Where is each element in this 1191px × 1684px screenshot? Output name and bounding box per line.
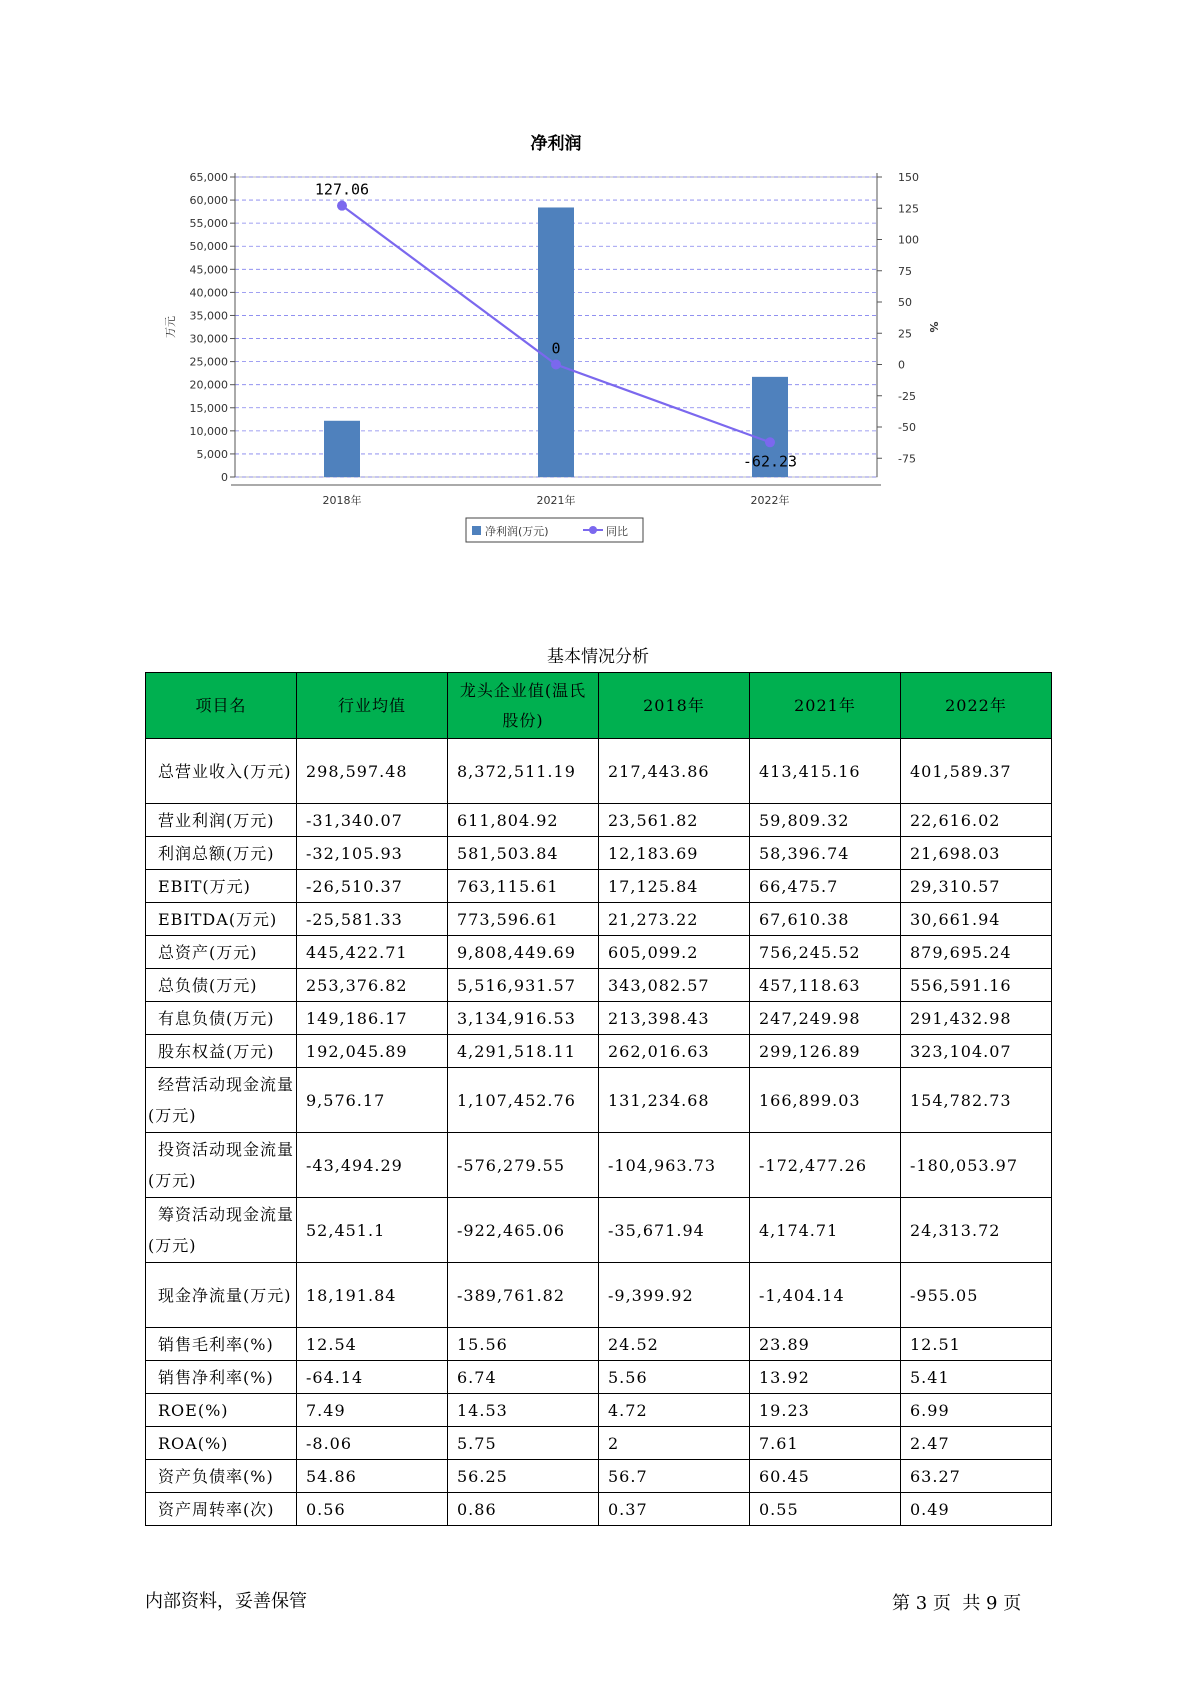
table-cell: 2.47 [901,1427,1052,1460]
table-cell: 213,398.43 [599,1002,750,1035]
table-row [146,1493,1052,1526]
table-cell: 18,191.84 [297,1263,448,1328]
col-header-leader-value: 龙头企业值(温氏股份) [448,673,599,739]
legend-label-net-profit: 净利润(万元) [485,525,549,538]
row-item-name: 资产负债率(%) [146,1460,297,1493]
table-cell: 7.61 [750,1427,901,1460]
table-cell: 253,376.82 [297,969,448,1002]
row-item-name: 资产周转率(次) [146,1493,297,1526]
table-cell: 773,596.61 [448,903,599,936]
table-row [146,1068,1052,1133]
row-item-name: 营业利润(万元) [146,804,297,837]
y-tick-label: 55,000 [189,217,228,231]
net-profit-chart [160,130,1060,600]
footer-confidential-note: 内部资料，妥善保管 [145,1591,307,1612]
table-cell: 5,516,931.57 [448,969,599,1002]
table-cell: 1,107,452.76 [448,1068,599,1133]
table-cell: -9,399.92 [599,1263,750,1328]
y2-tick-label: 25 [898,327,912,341]
table-row [146,1002,1052,1035]
table-row [146,837,1052,870]
table-cell: 879,695.24 [901,936,1052,969]
table-cell: 30,661.94 [901,903,1052,936]
table-cell: -32,105.93 [297,837,448,870]
legend-swatch-bar [472,526,481,535]
table-row [146,969,1052,1002]
table-cell: -172,477.26 [750,1133,901,1198]
table-row [146,1198,1052,1263]
table-cell: -104,963.73 [599,1133,750,1198]
table-row [146,936,1052,969]
y-tick-label: 30,000 [189,332,228,346]
legend-swatch-point [589,526,597,534]
table-cell: 12,183.69 [599,837,750,870]
table-cell: 60.45 [750,1460,901,1493]
row-item-name: 股东权益(万元) [146,1035,297,1068]
table-cell: 6.74 [448,1361,599,1394]
table-cell: -43,494.29 [297,1133,448,1198]
table-cell: -576,279.55 [448,1133,599,1198]
y2-tick-label: 0 [898,358,905,372]
table-cell: 413,415.16 [750,739,901,804]
table-cell: 445,422.71 [297,936,448,969]
chart-title: 净利润 [530,134,582,154]
table-cell: 12.51 [901,1328,1052,1361]
table-cell: 343,082.57 [599,969,750,1002]
table-header-row [146,673,1052,739]
y2-tick-label: -25 [898,389,916,403]
table-cell: 262,016.63 [599,1035,750,1068]
row-item-name: 销售净利率(%) [146,1361,297,1394]
table-cell: 23,561.82 [599,804,750,837]
row-item-name: 投资活动现金流量(万元) [146,1133,297,1198]
y-tick-label: 20,000 [189,378,228,392]
y2-axis-label: % [927,321,940,333]
table-cell: 52,451.1 [297,1198,448,1263]
table-cell: -922,465.06 [448,1198,599,1263]
row-item-name: 利润总额(万元) [146,837,297,870]
row-item-name: 总负债(万元) [146,969,297,1002]
yoy-point [337,201,347,211]
table-cell: 21,273.22 [599,903,750,936]
y-tick-label: 65,000 [189,171,228,184]
bar [324,421,360,477]
y-tick-label: 25,000 [189,355,228,369]
x-tick-label: 2022年 [750,494,790,507]
table-cell: 457,118.63 [750,969,901,1002]
table-row [146,1361,1052,1394]
table-cell: -25,581.33 [297,903,448,936]
table-cell: 2 [599,1427,750,1460]
table-cell: 23.89 [750,1328,901,1361]
table-cell: 24.52 [599,1328,750,1361]
table-row [146,1460,1052,1493]
table-cell: 323,104.07 [901,1035,1052,1068]
table-cell: 291,432.98 [901,1002,1052,1035]
table-cell: 5.41 [901,1361,1052,1394]
y2-tick-label: 125 [898,202,919,216]
table-cell: 149,186.17 [297,1002,448,1035]
table-cell: 5.75 [448,1427,599,1460]
col-header-2021: 2021年 [750,673,901,739]
table-cell: 63.27 [901,1460,1052,1493]
x-tick-label: 2018年 [322,494,362,507]
x-tick-label: 2021年 [536,494,576,507]
row-item-name: ROA(%) [146,1427,297,1460]
table-cell: 4.72 [599,1394,750,1427]
table-cell: 7.49 [297,1394,448,1427]
table-cell: 8,372,511.19 [448,739,599,804]
table-cell: -31,340.07 [297,804,448,837]
table-cell: 59,809.32 [750,804,901,837]
y-tick-label: 35,000 [189,309,228,323]
table-cell: 4,174.71 [750,1198,901,1263]
table-cell: 298,597.48 [297,739,448,804]
table-cell: -64.14 [297,1361,448,1394]
table-row [146,1035,1052,1068]
table-cell: -35,671.94 [599,1198,750,1263]
row-item-name: EBIT(万元) [146,870,297,903]
table-row [146,739,1052,804]
chart-svg [160,130,1060,600]
table-cell: 13.92 [750,1361,901,1394]
row-item-name: EBITDA(万元) [146,903,297,936]
y2-tick-label: -75 [898,452,916,466]
table-cell: 0.86 [448,1493,599,1526]
table-row [146,1394,1052,1427]
y2-tick-label: 150 [898,171,919,184]
table-cell: 611,804.92 [448,804,599,837]
y-tick-label: 10,000 [189,424,228,438]
table-cell: 15.56 [448,1328,599,1361]
table-cell: 0.55 [750,1493,901,1526]
table-cell: 21,698.03 [901,837,1052,870]
table-cell: 6.99 [901,1394,1052,1427]
table-cell: -26,510.37 [297,870,448,903]
yoy-point [551,360,561,370]
table-cell: 24,313.72 [901,1198,1052,1263]
table-caption: 基本情况分析 [547,647,649,667]
col-header-2018: 2018年 [599,673,750,739]
y-tick-label: 60,000 [189,194,228,208]
table-cell: 763,115.61 [448,870,599,903]
table-cell: 19.23 [750,1394,901,1427]
table-cell: 401,589.37 [901,739,1052,804]
table-cell: 54.86 [297,1460,448,1493]
y-tick-label: 0 [221,471,228,484]
table-cell: 192,045.89 [297,1035,448,1068]
y2-tick-label: -50 [898,421,916,434]
yoy-data-label: 127.06 [314,180,370,199]
table-cell: -8.06 [297,1427,448,1460]
table-row [146,1328,1052,1361]
table-row [146,1133,1052,1198]
table-cell: 66,475.7 [750,870,901,903]
row-item-name: 筹资活动现金流量(万元) [146,1198,297,1263]
y2-tick-label: 100 [898,233,919,247]
row-item-name: 经营活动现金流量(万元) [146,1068,297,1133]
table-cell: 9,576.17 [297,1068,448,1133]
table-row [146,870,1052,903]
row-item-name: ROE(%) [146,1394,297,1427]
footer-page-number: 第 3 页 共 9 页 [892,1593,1022,1614]
table-cell: 9,808,449.69 [448,936,599,969]
table-cell: 17,125.84 [599,870,750,903]
table-cell: 0.37 [599,1493,750,1526]
y-tick-label: 50,000 [189,240,228,254]
table-cell: 14.53 [448,1394,599,1427]
table-cell: 56.7 [599,1460,750,1493]
col-header-industry-avg: 行业均值 [297,673,448,739]
y-tick-label: 45,000 [189,263,228,277]
table-cell: -1,404.14 [750,1263,901,1328]
table-cell: 217,443.86 [599,739,750,804]
table-row [146,1427,1052,1460]
row-item-name: 销售毛利率(%) [146,1328,297,1361]
table-cell: 58,396.74 [750,837,901,870]
basic-analysis-table [145,672,1052,1526]
legend-label-yoy: 同比 [606,525,628,538]
table-cell: 166,899.03 [750,1068,901,1133]
table-cell: -389,761.82 [448,1263,599,1328]
table-cell: 0.49 [901,1493,1052,1526]
y-axis-label: 万元 [164,316,177,338]
y2-tick-label: 50 [898,296,912,309]
table-row [146,903,1052,936]
col-header-item-name: 项目名 [146,673,297,739]
table-cell: 5.56 [599,1361,750,1394]
table-row [146,804,1052,837]
table-cell: 4,291,518.11 [448,1035,599,1068]
table-cell: 154,782.73 [901,1068,1052,1133]
table-row [146,1263,1052,1328]
table-cell: 605,099.2 [599,936,750,969]
y-tick-label: 5,000 [196,447,228,461]
table-cell: 756,245.52 [750,936,901,969]
table-cell: 67,610.38 [750,903,901,936]
table-cell: 29,310.57 [901,870,1052,903]
table-cell: -955.05 [901,1263,1052,1328]
table-cell: 556,591.16 [901,969,1052,1002]
table-cell: 3,134,916.53 [448,1002,599,1035]
yoy-data-label: 0 [551,339,561,358]
table-cell: 0.56 [297,1493,448,1526]
row-item-name: 现金净流量(万元) [146,1263,297,1328]
table-cell: 12.54 [297,1328,448,1361]
col-header-2022: 2022年 [901,673,1052,739]
table-cell: 247,249.98 [750,1002,901,1035]
y2-tick-label: 75 [898,264,912,278]
row-item-name: 总营业收入(万元) [146,739,297,804]
yoy-data-label: -62.23 [742,452,798,471]
row-item-name: 有息负债(万元) [146,1002,297,1035]
table-cell: 299,126.89 [750,1035,901,1068]
y-tick-label: 40,000 [189,286,228,300]
table-cell: 22,616.02 [901,804,1052,837]
yoy-point [765,437,775,447]
table-cell: 131,234.68 [599,1068,750,1133]
y-tick-label: 15,000 [189,401,228,415]
table-cell: -180,053.97 [901,1133,1052,1198]
table-cell: 56.25 [448,1460,599,1493]
table-cell: 581,503.84 [448,837,599,870]
row-item-name: 总资产(万元) [146,936,297,969]
